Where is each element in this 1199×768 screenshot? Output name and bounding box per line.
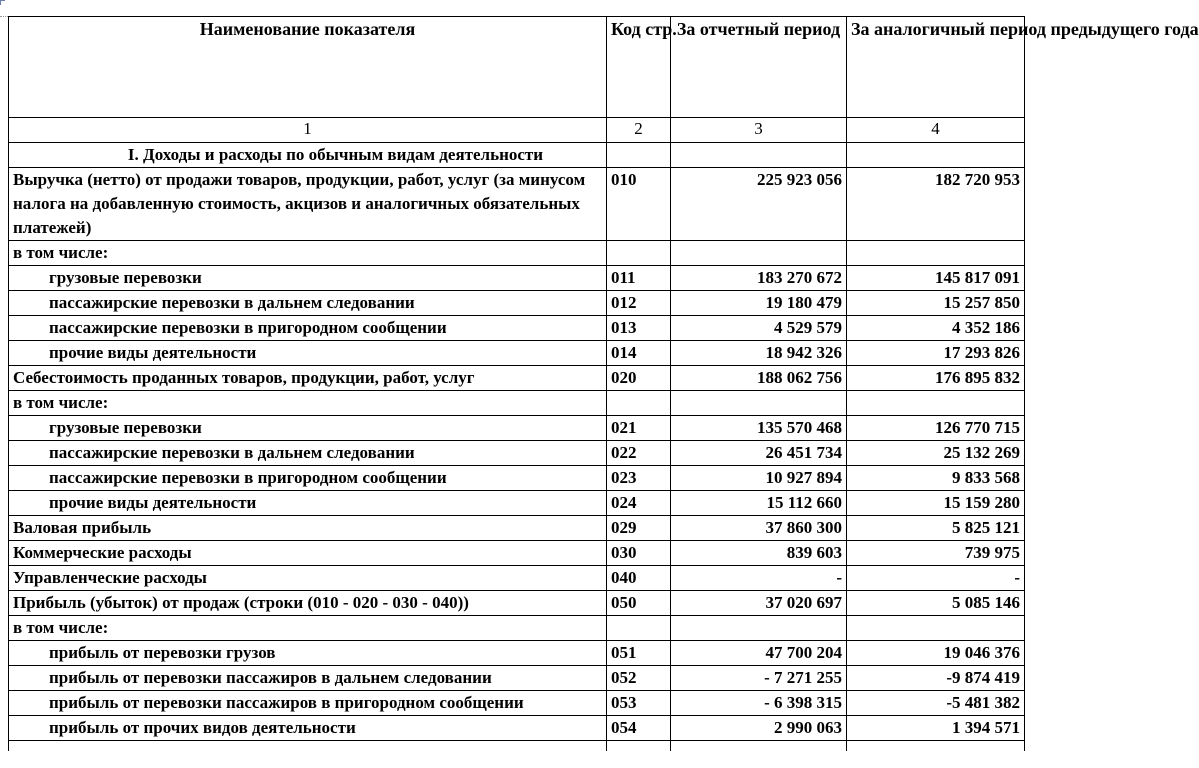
income-statement-table [8, 16, 1199, 751]
row-code: 011 [607, 266, 671, 291]
table-cell [671, 143, 847, 168]
row-current-value: 225 923 056 [671, 168, 847, 241]
row-code: 014 [607, 341, 671, 366]
row-current-value [671, 616, 847, 641]
table-row [9, 491, 1025, 516]
row-current-value [671, 391, 847, 416]
row-name: грузовые перевозки [9, 416, 607, 441]
table-row [9, 391, 1025, 416]
table-row [9, 441, 1025, 466]
table-cell [607, 143, 671, 168]
row-previous-value: -5 481 382 [847, 691, 1025, 716]
column-number: 3 [671, 118, 847, 143]
row-code: 020 [607, 366, 671, 391]
row-previous-value: 4 352 186 [847, 316, 1025, 341]
row-code: 022 [607, 441, 671, 466]
row-previous-value: 1 394 571 [847, 716, 1025, 741]
row-previous-value [847, 241, 1025, 266]
row-name: пассажирские перевозки в дальнем следовании [9, 441, 607, 466]
table-row [9, 566, 1025, 591]
column-number-row [9, 118, 1025, 143]
row-code: 053 [607, 691, 671, 716]
row-name: в том числе: [9, 616, 607, 641]
row-previous-value: 5 085 146 [847, 591, 1025, 616]
row-code: 013 [607, 316, 671, 341]
table-row [9, 616, 1025, 641]
table-row [9, 241, 1025, 266]
row-current-value: 26 451 734 [671, 441, 847, 466]
row-current-value: 2 990 063 [671, 716, 847, 741]
row-code: 051 [607, 641, 671, 666]
table-cell [847, 143, 1025, 168]
page-top-border [0, 0, 1024, 17]
row-previous-value: 176 895 832 [847, 366, 1025, 391]
row-previous-value [847, 391, 1025, 416]
table-row [9, 641, 1025, 666]
row-current-value: 10 927 894 [671, 466, 847, 491]
row-name: прибыль от прочих видов деятельности [9, 716, 607, 741]
table-row [9, 691, 1025, 716]
row-name: прибыль от перевозки пассажиров в дальнем следовании [9, 666, 607, 691]
row-name: в том числе: [9, 241, 607, 266]
row-name: пассажирские перевозки в пригородном сообщении [9, 466, 607, 491]
row-code: 024 [607, 491, 671, 516]
row-previous-value: 25 132 269 [847, 441, 1025, 466]
row-previous-value: 19 046 376 [847, 641, 1025, 666]
row-name: пассажирские перевозки в дальнем следовании [9, 291, 607, 316]
table-row [9, 541, 1025, 566]
table-row [9, 666, 1025, 691]
table-row [9, 591, 1025, 616]
row-name: грузовые перевозки [9, 266, 607, 291]
table-row [9, 316, 1025, 341]
table-row [9, 716, 1025, 741]
row-current-value: - [671, 566, 847, 591]
row-current-value: - 7 271 255 [671, 666, 847, 691]
row-current-value: - 6 398 315 [671, 691, 847, 716]
row-name: прибыль от перевозки пассажиров в пригородном сообщении [9, 691, 607, 716]
row-name: пассажирские перевозки в пригородном сообщении [9, 316, 607, 341]
row-code: 012 [607, 291, 671, 316]
table-cell [671, 741, 847, 752]
row-name: Себестоимость проданных товаров, продукции, работ, услуг [9, 366, 607, 391]
row-previous-value [847, 616, 1025, 641]
row-code [607, 241, 671, 266]
row-current-value: 4 529 579 [671, 316, 847, 341]
column-number: 1 [9, 118, 607, 143]
table-row [9, 291, 1025, 316]
table-row [9, 416, 1025, 441]
table-cell [607, 741, 671, 752]
column-number: 4 [847, 118, 1025, 143]
table-row-cutoff [9, 741, 1025, 752]
table-row [9, 168, 1025, 241]
table-row [9, 366, 1025, 391]
row-code: 030 [607, 541, 671, 566]
row-code: 052 [607, 666, 671, 691]
row-current-value: 183 270 672 [671, 266, 847, 291]
row-current-value: 15 112 660 [671, 491, 847, 516]
row-code: 054 [607, 716, 671, 741]
row-code: 023 [607, 466, 671, 491]
row-code: 029 [607, 516, 671, 541]
row-name: Управленческие расходы [9, 566, 607, 591]
row-code: 021 [607, 416, 671, 441]
selection-corner-marker [0, 0, 5, 5]
header-name: Наименование показателя [9, 17, 607, 118]
row-current-value: 19 180 479 [671, 291, 847, 316]
row-previous-value: 17 293 826 [847, 341, 1025, 366]
row-previous-value: 9 833 568 [847, 466, 1025, 491]
table-cell [9, 741, 607, 752]
row-previous-value: - [847, 566, 1025, 591]
row-name: Коммерческие расходы [9, 541, 607, 566]
header-code: Код стр. [607, 17, 671, 118]
row-previous-value: 126 770 715 [847, 416, 1025, 441]
row-previous-value: 145 817 091 [847, 266, 1025, 291]
row-previous-value: 739 975 [847, 541, 1025, 566]
row-current-value: 37 020 697 [671, 591, 847, 616]
row-previous-value: 15 257 850 [847, 291, 1025, 316]
table-row [9, 466, 1025, 491]
row-current-value: 839 603 [671, 541, 847, 566]
row-previous-value: 15 159 280 [847, 491, 1025, 516]
row-current-value: 37 860 300 [671, 516, 847, 541]
header-previous-period: За аналогичный период предыдущего года [847, 17, 1025, 118]
table-row [9, 341, 1025, 366]
row-name: прочие виды деятельности [9, 491, 607, 516]
row-current-value: 135 570 468 [671, 416, 847, 441]
row-code: 010 [607, 168, 671, 241]
section-title-row [9, 143, 1025, 168]
row-name: Валовая прибыль [9, 516, 607, 541]
row-name: прочие виды деятельности [9, 341, 607, 366]
row-previous-value: 182 720 953 [847, 168, 1025, 241]
row-code [607, 616, 671, 641]
row-current-value: 47 700 204 [671, 641, 847, 666]
column-number: 2 [607, 118, 671, 143]
header-current-period: За отчетный период [671, 17, 847, 118]
row-name: Выручка (нетто) от продажи товаров, продукции, работ, услуг (за минусом налога на добавленную стоимость, акцизов и аналогичных обязательных платежей) [9, 168, 607, 241]
table-row [9, 266, 1025, 291]
row-code: 040 [607, 566, 671, 591]
row-code [607, 391, 671, 416]
row-current-value: 18 942 326 [671, 341, 847, 366]
row-code: 050 [607, 591, 671, 616]
section-title: I. Доходы и расходы по обычным видам деятельности [9, 143, 607, 168]
row-name: в том числе: [9, 391, 607, 416]
header-row [9, 17, 1025, 118]
row-current-value [671, 241, 847, 266]
row-name: Прибыль (убыток) от продаж (строки (010 - 020 - 030 - 040)) [9, 591, 607, 616]
row-previous-value: -9 874 419 [847, 666, 1025, 691]
table-cell [847, 741, 1025, 752]
table-row [9, 516, 1025, 541]
row-name: прибыль от перевозки грузов [9, 641, 607, 666]
row-previous-value: 5 825 121 [847, 516, 1025, 541]
row-current-value: 188 062 756 [671, 366, 847, 391]
